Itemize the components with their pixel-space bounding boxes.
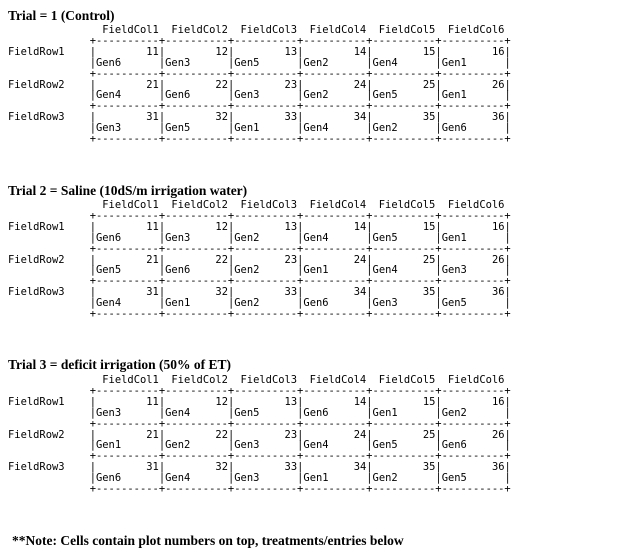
plot-number: 14 — [303, 220, 367, 233]
grid-line: | — [8, 297, 96, 310]
grid-line: | — [158, 253, 166, 266]
footnote: **Note: Cells contain plot numbers on top, treatments/entries below — [12, 533, 404, 548]
entry: Gen4 — [303, 439, 367, 452]
grid-line: | — [227, 231, 235, 244]
entry: Gen4 — [303, 231, 367, 244]
plot-number: 34 — [303, 461, 367, 474]
entry: Gen1 — [441, 89, 505, 102]
column-header: FieldCol2 — [165, 24, 235, 36]
row-label: FieldRow1 — [8, 395, 90, 408]
grid-border: +----------+----------+----------+----------+----------+----------+ — [8, 133, 511, 146]
entry: Gen5 — [372, 439, 436, 452]
grid-line: | — [435, 472, 442, 485]
grid-line: | — [435, 286, 442, 299]
grid-line: | — [366, 406, 373, 419]
plot-number: 11 — [96, 220, 159, 233]
grid-line: | — [158, 297, 166, 310]
grid-line: | — [366, 297, 373, 310]
grid-line: | — [158, 231, 166, 244]
grid-line: | — [297, 472, 304, 485]
grid-line: | — [504, 89, 511, 102]
grid-line: | — [8, 472, 96, 485]
grid-line: | — [227, 111, 235, 124]
entry: Gen3 — [234, 89, 298, 102]
grid-line: | — [89, 111, 96, 124]
entry: Gen1 — [372, 406, 436, 419]
grid-line: | — [504, 461, 511, 474]
grid-line: | — [89, 395, 96, 408]
plot-number: 24 — [303, 428, 367, 441]
trial-2-title: Trial 2 = Saline (10dS/m irrigation water) — [8, 183, 248, 198]
grid-line: | — [297, 78, 304, 91]
column-header: FieldCol2 — [165, 374, 235, 386]
trial-3-layout-table — [8, 375, 511, 495]
plot-number: 22 — [165, 253, 228, 266]
entry: Gen6 — [441, 439, 505, 452]
grid-border: +----------+----------+----------+----------+----------+----------+ — [89, 100, 511, 113]
grid-line: | — [435, 428, 442, 441]
grid-line: | — [366, 286, 373, 299]
entry: Gen1 — [441, 231, 505, 244]
grid-line: | — [297, 461, 304, 474]
entry: Gen6 — [441, 122, 505, 135]
grid-line: | — [504, 253, 511, 266]
grid-line: | — [158, 56, 166, 69]
grid-line: | — [158, 220, 166, 233]
plot-number: 22 — [165, 428, 228, 441]
row-label: FieldRow2 — [8, 428, 90, 441]
plot-number: 25 — [372, 78, 436, 91]
grid-line: | — [504, 56, 511, 69]
grid-line: | — [227, 297, 235, 310]
entry: Gen1 — [95, 439, 159, 452]
grid-line: | — [504, 111, 511, 124]
column-header: FieldCol2 — [165, 199, 235, 211]
plot-number: 34 — [303, 111, 367, 124]
plot-number: 23 — [234, 78, 298, 91]
trial-2-layout-table — [8, 200, 511, 320]
grid-line: | — [227, 56, 235, 69]
grid-line: | — [366, 395, 373, 408]
grid-line: | — [504, 78, 511, 91]
entry: Gen2 — [234, 264, 298, 277]
column-header: FieldCol1 — [95, 24, 166, 36]
entry: Gen2 — [441, 406, 505, 419]
column-header: FieldCol5 — [372, 24, 442, 36]
entry: Gen4 — [95, 297, 159, 310]
grid-line: | — [158, 395, 166, 408]
row-label: FieldRow3 — [8, 461, 90, 474]
plot-number: 13 — [234, 395, 298, 408]
entry: Gen4 — [95, 89, 159, 102]
grid-line: | — [435, 461, 442, 474]
grid-line: | — [297, 428, 304, 441]
grid-line: | — [504, 122, 511, 135]
entry: Gen4 — [165, 472, 228, 485]
plot-number: 26 — [441, 78, 505, 91]
grid-line: | — [435, 220, 442, 233]
column-header: FieldCol5 — [372, 199, 442, 211]
column-header: FieldCol3 — [234, 374, 304, 386]
plot-number: 16 — [441, 395, 505, 408]
grid-line: | — [297, 439, 304, 452]
grid-line: | — [504, 439, 511, 452]
grid-line: | — [158, 472, 166, 485]
grid-line: | — [227, 461, 235, 474]
plot-number: 11 — [96, 395, 159, 408]
row-label: FieldRow1 — [8, 220, 90, 233]
entry: Gen2 — [372, 122, 436, 135]
grid-line: | — [297, 395, 304, 408]
entry: Gen1 — [303, 264, 367, 277]
grid-line: | — [297, 56, 304, 69]
grid-line: | — [366, 122, 373, 135]
row-label: FieldRow3 — [8, 111, 90, 124]
column-header: FieldCol4 — [303, 374, 373, 386]
grid-line: | — [366, 264, 373, 277]
grid-border: +----------+----------+----------+----------+----------+----------+ — [89, 209, 511, 222]
entry: Gen5 — [372, 231, 436, 244]
plot-number: 25 — [372, 428, 436, 441]
entry: Gen6 — [165, 89, 228, 102]
entry: Gen5 — [441, 472, 505, 485]
trial-3-title: Trial 3 = deficit irrigation (50% of ET) — [8, 357, 232, 372]
grid-line: | — [504, 428, 511, 441]
grid-line: | — [435, 56, 442, 69]
grid-line: | — [158, 45, 166, 58]
grid-line: | — [504, 395, 511, 408]
entry: Gen5 — [165, 122, 228, 135]
grid-line: | — [8, 264, 96, 277]
plot-number: 36 — [441, 286, 505, 299]
plot-number: 36 — [441, 461, 505, 474]
entry: Gen4 — [372, 264, 436, 277]
grid-line: | — [297, 220, 304, 233]
plot-number: 15 — [372, 45, 436, 58]
grid-line: | — [8, 439, 96, 452]
grid-line: | — [89, 220, 96, 233]
entry: Gen2 — [303, 56, 367, 69]
plot-number: 32 — [165, 461, 228, 474]
plot-number: 14 — [303, 395, 367, 408]
grid-line: | — [504, 220, 511, 233]
entry: Gen3 — [165, 231, 228, 244]
grid-border: +----------+----------+----------+----------+----------+----------+ — [89, 384, 511, 397]
grid-line: | — [435, 264, 442, 277]
grid-line: | — [435, 406, 442, 419]
entry: Gen5 — [234, 56, 298, 69]
entry: Gen3 — [234, 439, 298, 452]
column-header: FieldCol6 — [441, 199, 511, 211]
grid-line: | — [227, 122, 235, 135]
plot-number: 35 — [372, 111, 436, 124]
plot-number: 33 — [234, 286, 298, 299]
grid-line: | — [435, 89, 442, 102]
plot-number: 31 — [96, 286, 159, 299]
entry: Gen2 — [165, 439, 228, 452]
row-label: FieldRow2 — [8, 253, 90, 266]
entry: Gen5 — [234, 406, 298, 419]
entry: Gen3 — [95, 122, 159, 135]
grid-line: | — [158, 286, 166, 299]
plot-number: 16 — [441, 220, 505, 233]
column-header: FieldCol1 — [95, 374, 166, 386]
grid-line: | — [227, 78, 235, 91]
grid-line: | — [8, 231, 96, 244]
grid-line: | — [366, 253, 373, 266]
column-header: FieldCol5 — [372, 374, 442, 386]
grid-line: | — [366, 89, 373, 102]
plot-number: 16 — [441, 45, 505, 58]
plot-number: 33 — [234, 111, 298, 124]
grid-border: +----------+----------+----------+----------+----------+----------+ — [8, 308, 511, 321]
entry: Gen4 — [372, 56, 436, 69]
column-header: FieldCol3 — [234, 24, 304, 36]
entry: Gen2 — [303, 89, 367, 102]
column-header: FieldCol3 — [234, 199, 304, 211]
grid-line: | — [158, 78, 166, 91]
plot-number: 33 — [234, 461, 298, 474]
grid-line: | — [504, 472, 511, 485]
plot-number: 14 — [303, 45, 367, 58]
grid-line: | — [366, 220, 373, 233]
plot-number: 21 — [96, 428, 159, 441]
grid-line: | — [158, 439, 166, 452]
column-header: FieldCol6 — [441, 374, 511, 386]
plot-number: 35 — [372, 461, 436, 474]
grid-line: | — [366, 45, 373, 58]
grid-line: | — [227, 264, 235, 277]
entry: Gen5 — [95, 264, 159, 277]
plot-number: 13 — [234, 45, 298, 58]
plot-number: 22 — [165, 78, 228, 91]
plot-number: 32 — [165, 286, 228, 299]
grid-line: | — [435, 122, 442, 135]
plot-number: 25 — [372, 253, 436, 266]
grid-line: | — [227, 428, 235, 441]
grid-line: | — [504, 231, 511, 244]
entry: Gen2 — [372, 472, 436, 485]
entry: Gen3 — [234, 472, 298, 485]
entry: Gen6 — [95, 56, 159, 69]
plot-number: 23 — [234, 428, 298, 441]
grid-line: | — [8, 406, 96, 419]
grid-line: | — [504, 286, 511, 299]
plot-number: 24 — [303, 78, 367, 91]
entry: Gen6 — [95, 231, 159, 244]
grid-line: | — [297, 297, 304, 310]
grid-line: | — [297, 253, 304, 266]
plot-number: 21 — [96, 253, 159, 266]
grid-line: | — [504, 45, 511, 58]
grid-line: | — [366, 231, 373, 244]
grid-line: | — [366, 472, 373, 485]
grid-line: | — [297, 406, 304, 419]
entry: Gen6 — [303, 297, 367, 310]
plot-number: 21 — [96, 78, 159, 91]
entry: Gen6 — [165, 264, 228, 277]
grid-border: +----------+----------+----------+----------+----------+----------+ — [89, 34, 511, 47]
grid-line: | — [89, 253, 96, 266]
entry: Gen3 — [165, 56, 228, 69]
grid-line: | — [8, 122, 96, 135]
grid-line: | — [297, 122, 304, 135]
trial-1-title: Trial = 1 (Control) — [8, 8, 115, 23]
grid-line: | — [8, 89, 96, 102]
grid-line: | — [227, 472, 235, 485]
plot-number: 15 — [372, 220, 436, 233]
entry: Gen5 — [441, 297, 505, 310]
grid-border: +----------+----------+----------+----------+----------+----------+ — [89, 67, 511, 80]
entry: Gen3 — [441, 264, 505, 277]
grid-line: | — [504, 406, 511, 419]
grid-line: | — [158, 111, 166, 124]
trial-1-layout-table — [8, 25, 511, 145]
grid-line: | — [435, 231, 442, 244]
plot-number: 13 — [234, 220, 298, 233]
column-header: FieldCol4 — [303, 199, 373, 211]
entry: Gen1 — [303, 472, 367, 485]
row-label: FieldRow3 — [8, 286, 90, 299]
grid-line: | — [8, 56, 96, 69]
entry: Gen3 — [372, 297, 436, 310]
grid-line: | — [366, 56, 373, 69]
grid-line: | — [158, 122, 166, 135]
entry: Gen2 — [234, 297, 298, 310]
grid-line: | — [435, 439, 442, 452]
row-label: FieldRow2 — [8, 78, 90, 91]
grid-line: | — [89, 45, 96, 58]
entry: Gen1 — [165, 297, 228, 310]
plot-number: 26 — [441, 253, 505, 266]
grid-line: | — [297, 111, 304, 124]
grid-line: | — [158, 264, 166, 277]
grid-line: | — [227, 395, 235, 408]
grid-border: +----------+----------+----------+----------+----------+----------+ — [89, 242, 511, 255]
grid-line: | — [158, 406, 166, 419]
grid-line: | — [366, 461, 373, 474]
grid-line: | — [366, 439, 373, 452]
entry: Gen1 — [441, 56, 505, 69]
entry: Gen6 — [303, 406, 367, 419]
grid-line: | — [366, 111, 373, 124]
grid-line: | — [227, 45, 235, 58]
entry: Gen3 — [95, 406, 159, 419]
grid-line: | — [366, 78, 373, 91]
grid-line: | — [227, 253, 235, 266]
grid-line: | — [89, 286, 96, 299]
grid-border: +----------+----------+----------+----------+----------+----------+ — [8, 483, 511, 496]
plot-number: 26 — [441, 428, 505, 441]
row-label: FieldRow1 — [8, 45, 90, 58]
grid-line: | — [435, 111, 442, 124]
grid-line: | — [504, 264, 511, 277]
plot-number: 36 — [441, 111, 505, 124]
plot-number: 34 — [303, 286, 367, 299]
grid-line: | — [435, 395, 442, 408]
grid-line: | — [297, 89, 304, 102]
grid-line: | — [227, 89, 235, 102]
grid-line: | — [227, 220, 235, 233]
grid-line: | — [158, 461, 166, 474]
plot-number: 31 — [96, 111, 159, 124]
entry: Gen2 — [234, 231, 298, 244]
grid-line: | — [158, 89, 166, 102]
plot-number: 32 — [165, 111, 228, 124]
entry: Gen4 — [303, 122, 367, 135]
grid-line: | — [435, 297, 442, 310]
plot-number: 31 — [96, 461, 159, 474]
plot-number: 11 — [96, 45, 159, 58]
grid-line: | — [504, 297, 511, 310]
plot-number: 35 — [372, 286, 436, 299]
plot-number: 12 — [165, 220, 228, 233]
grid-line: | — [297, 45, 304, 58]
grid-line: | — [158, 428, 166, 441]
grid-line: | — [435, 45, 442, 58]
column-header: FieldCol6 — [441, 24, 511, 36]
grid-line: | — [227, 406, 235, 419]
grid-border: +----------+----------+----------+----------+----------+----------+ — [89, 417, 511, 430]
entry: Gen1 — [234, 122, 298, 135]
grid-line: | — [227, 439, 235, 452]
grid-line: | — [435, 78, 442, 91]
grid-line: | — [435, 253, 442, 266]
grid-line: | — [297, 286, 304, 299]
column-header: FieldCol4 — [303, 24, 373, 36]
grid-line: | — [89, 461, 96, 474]
grid-line: | — [366, 428, 373, 441]
grid-line: | — [297, 264, 304, 277]
entry: Gen6 — [95, 472, 159, 485]
column-header: FieldCol1 — [95, 199, 166, 211]
plot-number: 12 — [165, 45, 228, 58]
plot-number: 23 — [234, 253, 298, 266]
grid-line: | — [89, 428, 96, 441]
plot-number: 24 — [303, 253, 367, 266]
grid-line: | — [227, 286, 235, 299]
entry: Gen4 — [165, 406, 228, 419]
entry: Gen5 — [372, 89, 436, 102]
grid-line: | — [89, 78, 96, 91]
plot-number: 15 — [372, 395, 436, 408]
grid-border: +----------+----------+----------+----------+----------+----------+ — [89, 450, 511, 463]
grid-border: +----------+----------+----------+----------+----------+----------+ — [89, 275, 511, 288]
grid-line: | — [297, 231, 304, 244]
plot-number: 12 — [165, 395, 228, 408]
